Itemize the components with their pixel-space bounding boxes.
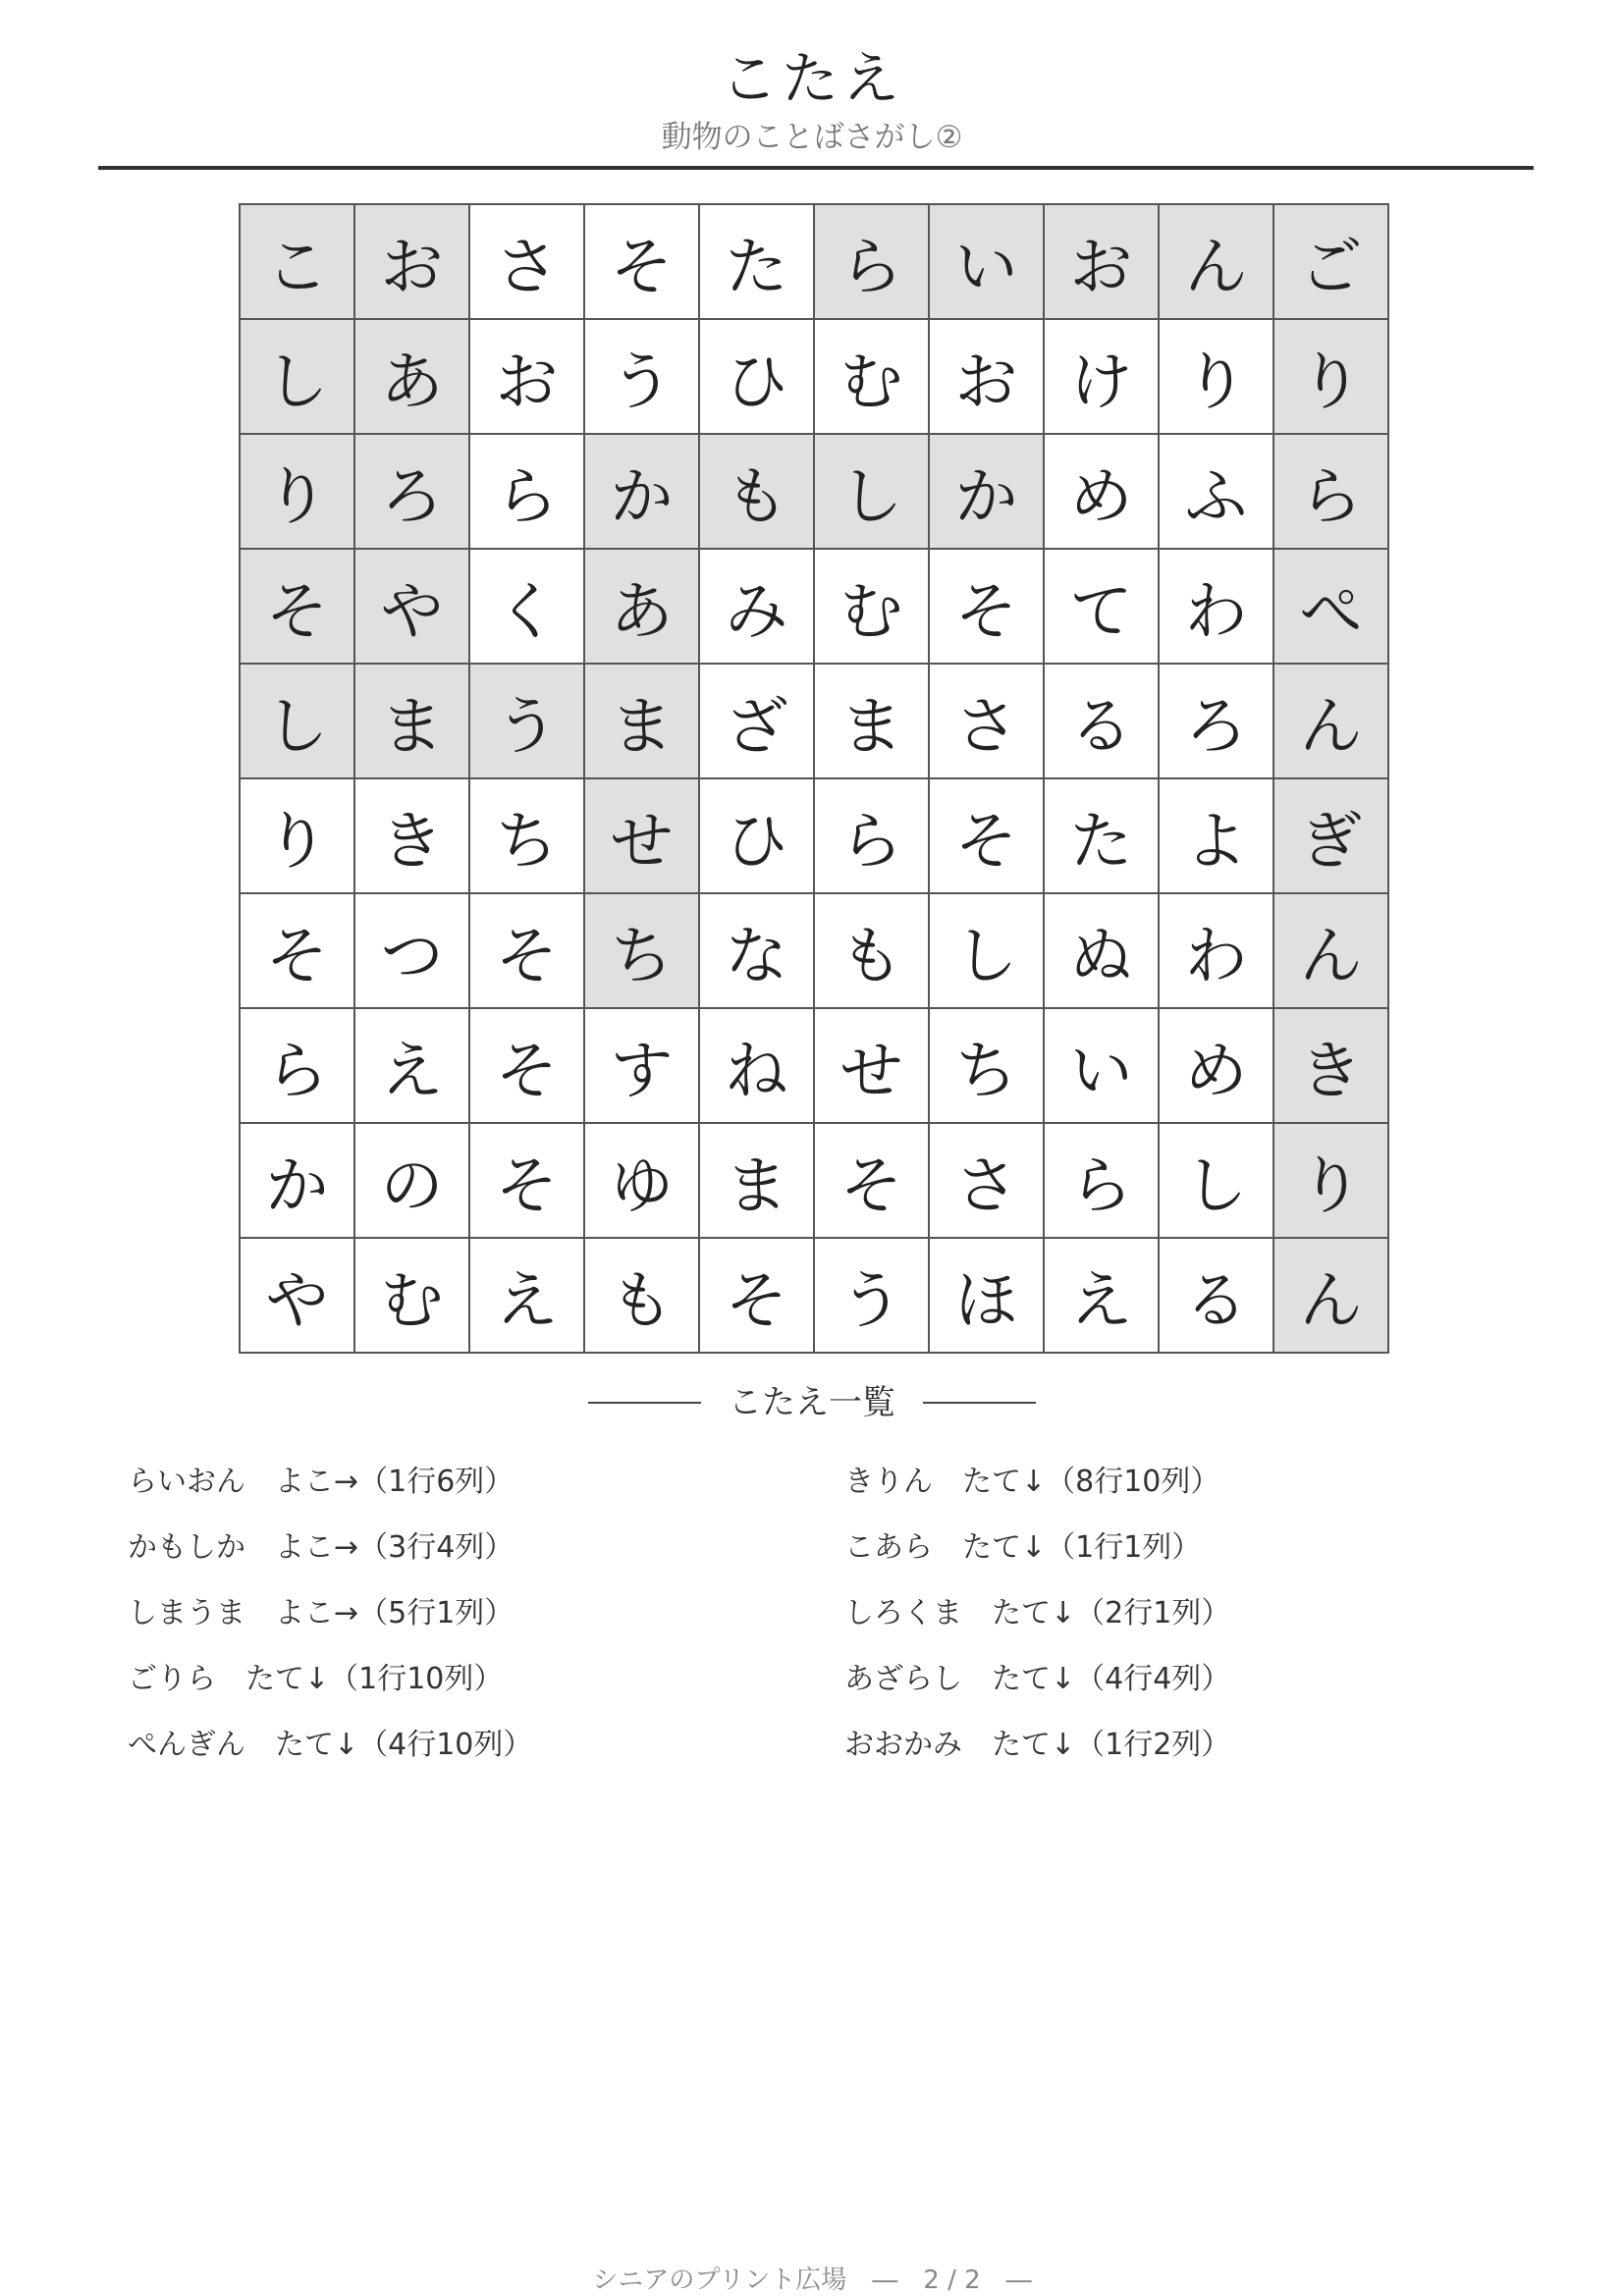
grid-cell: そ [470,894,585,1009]
grid-cell: わ [1160,550,1274,665]
grid-cell: わ [1160,894,1274,1009]
grid-cell: し [241,320,355,435]
grid-cell: ら [1274,435,1389,550]
header-divider [98,166,1534,170]
grid-cell: も [585,1239,700,1354]
grid-cell: お [470,320,585,435]
grid-cell: よ [1160,779,1274,894]
answers-heading-text: こたえ一覧 [729,1383,895,1422]
grid-cell: る [1160,1239,1274,1354]
grid-cell: む [815,550,930,665]
grid-cell: ん [1274,894,1389,1009]
grid-cell: た [700,205,815,320]
grid-cell: か [241,1124,355,1239]
grid-cell: ご [1274,205,1389,320]
word-search-grid [239,203,1389,1354]
grid-cell: む [355,1239,470,1354]
grid-cell: さ [470,205,585,320]
grid-cell: あ [355,320,470,435]
grid-cell: せ [585,779,700,894]
grid-cell: つ [355,894,470,1009]
answer-item: おおかみ たて↓（1行2列） [844,1728,1231,1762]
grid-cell: そ [700,1239,815,1354]
grid-cell: あ [585,550,700,665]
grid-cell: う [585,320,700,435]
grid-cell: お [1045,205,1160,320]
grid-cell: ま [585,665,700,779]
grid-cell: ん [1274,1239,1389,1354]
grid-cell: く [470,550,585,665]
grid-cell: そ [585,205,700,320]
grid-cell: ん [1160,205,1274,320]
grid-cell: さ [930,665,1045,779]
answer-item: しろくま たて↓（2行1列） [844,1596,1231,1630]
page-title: こたえ [720,45,903,112]
grid-cell: み [700,550,815,665]
grid-cell: き [1274,1009,1389,1124]
grid-cell: ら [1045,1124,1160,1239]
grid-cell: ろ [1160,665,1274,779]
grid-cell: け [1045,320,1160,435]
grid-cell: う [470,665,585,779]
grid-cell: ら [241,1009,355,1124]
grid-cell: ち [930,1009,1045,1124]
grid-cell: や [241,1239,355,1354]
grid-cell: ん [1274,665,1389,779]
grid-cell: え [470,1239,585,1354]
heading-line-right [923,1402,1036,1404]
grid-cell: う [815,1239,930,1354]
grid-cell: ほ [930,1239,1045,1354]
grid-cell: そ [241,894,355,1009]
grid-cell: そ [930,779,1045,894]
answer-list [128,1463,1522,1791]
grid-cell: し [930,894,1045,1009]
grid-cell: ろ [355,435,470,550]
grid-cell: そ [470,1009,585,1124]
grid-cell: せ [815,1009,930,1124]
grid-cell: そ [241,550,355,665]
grid-cell: ぺ [1274,550,1389,665]
grid-cell: い [1045,1009,1160,1124]
grid-cell: こ [241,205,355,320]
grid-cell: お [355,205,470,320]
page-subtitle: 動物のことばさがし② [661,120,963,155]
answer-item: こあら たて↓（1行1列） [844,1530,1202,1565]
grid-cell: し [1160,1124,1274,1239]
grid-cell: む [815,320,930,435]
answer-item: ごりら たて↓（1行10列） [128,1662,504,1696]
grid-cell: か [930,435,1045,550]
grid-cell: ぬ [1045,894,1160,1009]
heading-line-left [588,1402,701,1404]
grid-cell: ゆ [585,1124,700,1239]
grid-cell: た [1045,779,1160,894]
grid-cell: さ [930,1124,1045,1239]
grid-cell: す [585,1009,700,1124]
grid-cell: り [1274,1124,1389,1239]
grid-cell: ち [585,894,700,1009]
grid-cell: え [1045,1239,1160,1354]
answer-item: あざらし たて↓（4行4列） [844,1662,1231,1696]
grid-cell: い [930,205,1045,320]
grid-cell: し [241,665,355,779]
grid-cell: な [700,894,815,1009]
grid-cell: ひ [700,779,815,894]
grid-cell: る [1045,665,1160,779]
grid-cell: も [815,894,930,1009]
grid-cell: り [1274,320,1389,435]
grid-cell: ち [470,779,585,894]
grid-cell: そ [815,1124,930,1239]
grid-cell: も [700,435,815,550]
grid-cell: ひ [700,320,815,435]
grid-cell: り [241,779,355,894]
grid-cell: ま [355,665,470,779]
grid-cell: ら [815,205,930,320]
grid-cell: ぎ [1274,779,1389,894]
grid-cell: ま [700,1124,815,1239]
answer-item: きりん たて↓（8行10列） [844,1465,1220,1499]
answers-heading [0,1378,1624,1427]
answer-item: かもしか よこ→（3行4列） [128,1530,514,1565]
grid-cell: ま [815,665,930,779]
answer-item: ぺんぎん たて↓（4行10列） [128,1728,533,1762]
grid-cell: て [1045,550,1160,665]
page-footer: シニアのプリント広場 ― 2 / 2 ― [592,2266,1032,2295]
grid-cell: お [930,320,1045,435]
grid-cell: め [1160,1009,1274,1124]
grid-cell: そ [930,550,1045,665]
grid-cell: そ [470,1124,585,1239]
grid-cell: や [355,550,470,665]
grid-cell: き [355,779,470,894]
grid-cell: り [241,435,355,550]
grid-cell: の [355,1124,470,1239]
grid-cell: り [1160,320,1274,435]
grid-cell: え [355,1009,470,1124]
grid-cell: ら [815,779,930,894]
grid-cell: ざ [700,665,815,779]
grid-cell: ね [700,1009,815,1124]
grid-cell: ら [470,435,585,550]
answer-item: しまうま よこ→（5行1列） [128,1596,514,1630]
grid-cell: ふ [1160,435,1274,550]
grid-cell: か [585,435,700,550]
grid-cell: め [1045,435,1160,550]
answer-item: らいおん よこ→（1行6列） [128,1465,514,1499]
grid-cell: し [815,435,930,550]
